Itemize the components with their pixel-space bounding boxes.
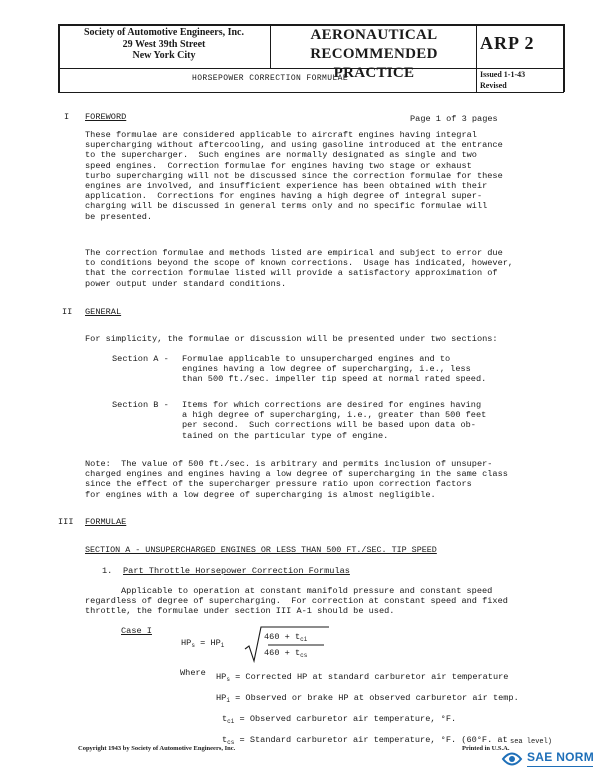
foreword-heading: FOREWORD — [85, 112, 127, 122]
text-line: be presented. — [85, 211, 153, 222]
text-line: a high degree of supercharging, i.e., greater than 500 feet — [182, 410, 487, 421]
watermark-text: SAE NORM — [527, 750, 595, 764]
def-symbol: t — [222, 714, 228, 724]
definition-row — [216, 710, 519, 731]
subscript: i — [220, 642, 225, 649]
text-line: per second. Such corrections will be based upon data ob- — [182, 420, 476, 431]
general-note — [85, 459, 508, 500]
subscript: ci — [227, 718, 235, 725]
page-indicator: Page 1 of 3 pages — [410, 114, 498, 124]
text-line: throttle, the formulae under section III A-1 should be used. — [85, 606, 395, 617]
text-line: to conditions beyond the scope of known corrections. Usage has indicated, however, — [85, 258, 514, 269]
section-numeral-iii: III — [58, 517, 74, 527]
title-line-1: AERONAUTICAL — [310, 27, 438, 43]
copyright: Copyright 1943 by Society of Automotive Engineers, Inc. — [78, 745, 236, 752]
def-symbol: t — [222, 735, 228, 745]
text-line: than 500 ft./sec. impeller tip speed at normal rated speed. — [182, 374, 487, 385]
text-line: Items for which corrections are desired for engines having — [182, 400, 482, 410]
subscript: cs — [227, 739, 235, 746]
text-line: regardless of degree of supercharging. For correction at constant speed and fixed — [85, 596, 508, 607]
society-name: Society of Automotive Engineers, Inc. — [84, 27, 244, 38]
general-heading: GENERAL — [85, 307, 122, 317]
item-text — [85, 586, 508, 617]
text-line: to the supercharger. Such engines are normally designated as single and two — [85, 150, 477, 161]
document-number: ARP 2 — [480, 33, 535, 53]
text-line: turbo supercharging will not be discussed since the correction formulae for these — [85, 170, 503, 181]
numerator-text: 460 + t — [264, 632, 301, 642]
equation-denominator — [264, 648, 307, 661]
def-symbol: HP — [216, 672, 227, 682]
text-line: power output under standard conditions. — [85, 278, 287, 289]
item-number: 1. — [102, 566, 113, 576]
subscript: ci — [300, 636, 308, 643]
text-line: These formulae are considered applicable to aircraft engines having integral — [85, 130, 477, 140]
text-line: charged engines and engines having a low degree of supercharging in the same class — [85, 469, 508, 480]
hp-symbol: HP — [210, 638, 221, 648]
item-title: Part Throttle Horsepower Correction Formulas — [123, 566, 350, 576]
where-label: Where — [180, 668, 206, 678]
formulae-heading: FORMULAE — [85, 517, 127, 527]
text-line: The correction formulae and methods listed are empirical and subject to error due — [85, 248, 503, 258]
def-text: = Observed or brake HP at observed carburetor air temp. — [235, 693, 519, 703]
subscript: s — [226, 676, 230, 683]
equals-sign: = — [200, 638, 206, 648]
subscript: s — [191, 642, 195, 649]
sae-logo-icon — [500, 750, 524, 768]
denominator-text: 460 + t — [264, 648, 301, 658]
section-a-label: Section A - — [112, 354, 169, 364]
text-line: since the effect of the supercharger pressure ratio upon correction factors — [85, 479, 472, 490]
title-line-2: RECOMMENDED PRACTICE — [310, 46, 438, 81]
def-symbol: HP — [216, 693, 227, 703]
section-a-description — [182, 354, 486, 385]
definitions — [216, 668, 519, 752]
text-line: Note: The value of 500 ft./sec. is arbitrary and permits inclusion of unsuper- — [85, 459, 493, 469]
document-subject: HORSEPOWER CORRECTION FORMULAE — [192, 74, 349, 83]
foreword-paragraph-2 — [85, 248, 513, 289]
revised-date: Revised — [480, 81, 507, 90]
text-line: engines are involved, and insufficient experience has been obtained with their — [85, 181, 488, 192]
text-line: application. Corrections for engines having a high degree of integral super- — [85, 191, 483, 202]
equation-numerator — [264, 632, 307, 645]
society-street: 29 West 39th Street — [122, 38, 206, 50]
sae-norm-watermark — [500, 748, 598, 772]
section-b-description — [182, 400, 486, 441]
equation-lhs — [181, 638, 224, 651]
text-line: supercharging without aftercooling, and using gasoline introduced at the entrance — [85, 140, 503, 151]
text-line: charging will be discussed in general terms only and no specific formulae will — [85, 201, 488, 212]
def-text: = Standard carburetor air temperature, °F. (60°F. at — [239, 735, 508, 745]
subscript: i — [226, 697, 230, 704]
definition-row — [216, 689, 519, 710]
definition-row — [216, 668, 519, 689]
watermark-underline — [527, 766, 593, 767]
foreword-paragraph-1 — [85, 130, 503, 222]
issue-info — [480, 69, 525, 91]
printed-in: Printed in U.S.A. — [462, 745, 510, 752]
section-b-label: Section B - — [112, 400, 169, 410]
text-line: speed engines. Correction formulae for engines having two stage or exhaust — [85, 160, 472, 171]
subscript: cs — [300, 652, 308, 659]
def-text: = Observed carburetor air temperature, °F. — [239, 714, 457, 724]
society-block — [60, 27, 268, 62]
text-line: tained on the particular type of engine. — [182, 430, 389, 441]
general-intro: For simplicity, the formulae or discussion will be presented under two sections: — [85, 334, 498, 344]
section-numeral-ii: II — [62, 307, 73, 317]
hp-symbol: HP — [181, 638, 192, 648]
text-line: Formulae applicable to unsupercharged engines and to — [182, 354, 451, 364]
case-label: Case I — [121, 626, 152, 636]
text-line: Applicable to operation at constant manifold pressure and constant speed — [121, 586, 493, 596]
section-a-heading: SECTION A - UNSUPERCHARGED ENGINES OR LESS THAN 500 FT./SEC. TIP SPEED — [85, 545, 437, 555]
issued-date: Issued 1-1-43 — [480, 70, 526, 79]
society-city: New York City — [132, 50, 196, 61]
definition-continuation: sea level) — [510, 738, 553, 746]
def-text: = Corrected HP at standard carburetor air temperature — [235, 672, 509, 682]
text-line: for engines with a low degree of supercharging is almost negligible. — [85, 489, 436, 500]
section-numeral-i: I — [64, 112, 70, 122]
text-line: that the correction formulae listed will provide a satisfactory approximation of — [85, 268, 498, 279]
text-line: engines having a low degree of supercharging, i.e., less — [182, 364, 471, 375]
